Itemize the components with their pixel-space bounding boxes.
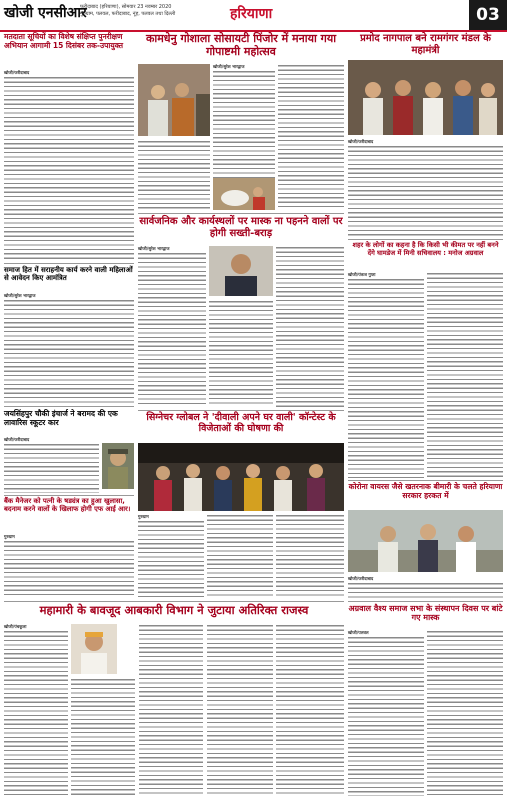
langar-headline: अग्रवाल वैश्य समाज सभा के संस्थापन दिवस पर बांटे गए मास्क: [348, 604, 503, 623]
masthead: [0, 0, 507, 32]
divider: [348, 480, 503, 481]
gaushala-photo-1: [138, 64, 210, 136]
women-byline: खोजी/सुरेश भारद्वाज: [4, 293, 36, 298]
corona-photo: [348, 510, 503, 572]
bank-byline: गुरुग्राम: [4, 534, 15, 539]
mask-byline: खोजी/सुरेश भारद्वाज: [138, 246, 170, 251]
langar-body-2: [427, 630, 503, 796]
danger-body-1: [348, 278, 424, 478]
divider: [4, 495, 134, 496]
women-body: [4, 299, 134, 404]
pramod-group-photo: [348, 60, 503, 135]
signature-body-2: [207, 514, 273, 598]
page-number: 03: [469, 0, 507, 30]
signature-winners-photo: [138, 443, 344, 511]
divider: [4, 601, 344, 602]
mask-body-1: [138, 252, 206, 407]
cow-ceremony-icon: [213, 178, 275, 210]
danger-headline: शहर के लोगों का कहना है कि किसी भी कीमत पर नहीं बनने देंगे घामडेज में मिनी सचिवालय : मनोज अग्रवाल: [352, 241, 499, 257]
voter-byline: खोजी/फरीदाबाद: [4, 70, 30, 75]
gaushala-photo-2: [213, 178, 275, 210]
gaushala-body-3: [138, 140, 210, 210]
pramod-headline: प्रमोद नागपाल बने रामगंगर मंडल के महामंत्री: [360, 33, 491, 56]
minister-portrait-icon: [71, 624, 117, 674]
excise-official-photo: [71, 624, 117, 674]
gaushala-byline: खोजी/सुरेश भारद्वाज: [213, 64, 245, 69]
jaisingh-body: [4, 443, 99, 493]
bank-body: [4, 540, 134, 598]
police-officer-photo: [102, 443, 134, 489]
pramod-byline: खोजी/फरीदाबाद: [348, 139, 374, 144]
pramod-body: [348, 145, 503, 237]
signature-body-1: [138, 520, 204, 598]
mask-body-2: [276, 246, 344, 407]
mask-official-photo: [209, 246, 273, 296]
voter-headline: मतदाता सूचियों का विशेष संक्षिप्त पुनरीक्षण अभियान आगामी 15 दिसंबर तक-उपायुक्त: [4, 32, 123, 50]
dateline: [80, 4, 200, 18]
gathering-photo-icon: [138, 64, 210, 136]
corona-headline: कोरोना वायरस जैसे खतरनाक बीमारी के चलते हरियाणा सरकार हरकत में: [348, 482, 503, 500]
excise-body-2: [71, 678, 135, 796]
signature-headline: सिग्नेचर ग्लोबल ने 'दीवाली अपने घर वाली' कॉन्टेस्ट के विजेताओं की घोषणा की: [146, 412, 336, 434]
excise-body-5: [276, 624, 344, 796]
mask-body-3: [209, 300, 273, 407]
mask-headline: सार्वजनिक और कार्यस्थलों पर मास्क ना पहनने वालों पर होगी सख्ती-बराड़: [139, 216, 343, 239]
jaisingh-headline: जयसिंहपुर चौकी इंचार्ज ने बरामद की एक लावारिस स्कूटर कार: [4, 409, 118, 427]
health-officials-photo-icon: [348, 510, 503, 572]
langar-byline: खोजी/पलवल: [348, 630, 369, 635]
divider: [138, 410, 344, 411]
gaushala-body-2: [278, 64, 344, 210]
divider: [348, 239, 503, 240]
excise-byline: खोजी/पंचकूला: [4, 624, 27, 629]
voter-body: [4, 76, 134, 261]
divider: [4, 263, 134, 264]
official-portrait-icon: [209, 246, 273, 296]
corona-body: [348, 582, 503, 598]
award-ceremony-photo-icon: [138, 443, 344, 511]
date-text: फरीदाबाद (हरियाणा), सोमवार 23 नवम्बर 2020: [80, 4, 172, 10]
excise-body-1: [4, 630, 68, 796]
newspaper-logo: खोजी एनसीआर: [4, 5, 87, 21]
bank-headline: बैंक मैनेजर को पत्नी के षड्यंत्र का हुआ खुलासा, बदनाम करने वालों के खिलाफ होगी एफ आई आर।: [4, 497, 131, 513]
danger-byline: खोजी/पंकज गुप्ता: [348, 272, 376, 277]
jaisingh-byline: खोजी/फरीदाबाद: [4, 437, 30, 442]
excise-headline: महामारी के बावजूद आबकारी विभाग ने जुटाया अतिरिक्त राजस्व: [39, 603, 309, 617]
group-photo-icon: [348, 60, 503, 135]
gaushala-headline: कामधेनु गोशाला सोसायटी पिंजोर में मनाया गया गोपाष्टमी महोत्सव: [145, 32, 337, 58]
officer-portrait-icon: [102, 443, 134, 489]
excise-body-4: [207, 624, 273, 796]
corona-byline: खोजी/फरीदाबाद: [348, 576, 374, 581]
signature-byline: गुरुग्राम: [138, 514, 149, 519]
signature-body-3: [276, 514, 344, 598]
langar-body-1: [348, 636, 424, 796]
divider: [138, 213, 344, 214]
women-headline: समाज हित में सराहनीय कार्य करने वाली महिलाओं से आवेदन किए आमंत्रित: [4, 266, 133, 283]
divider: [4, 406, 134, 407]
divider: [348, 601, 503, 602]
edition-text: गुरुग्राम, पलवल, फरीदाबाद, नूंह, पलवल तथा दिल्ली: [80, 11, 176, 17]
danger-body-2: [427, 272, 503, 478]
excise-body-3: [139, 624, 203, 796]
section-title: हरियाणा: [230, 6, 273, 22]
